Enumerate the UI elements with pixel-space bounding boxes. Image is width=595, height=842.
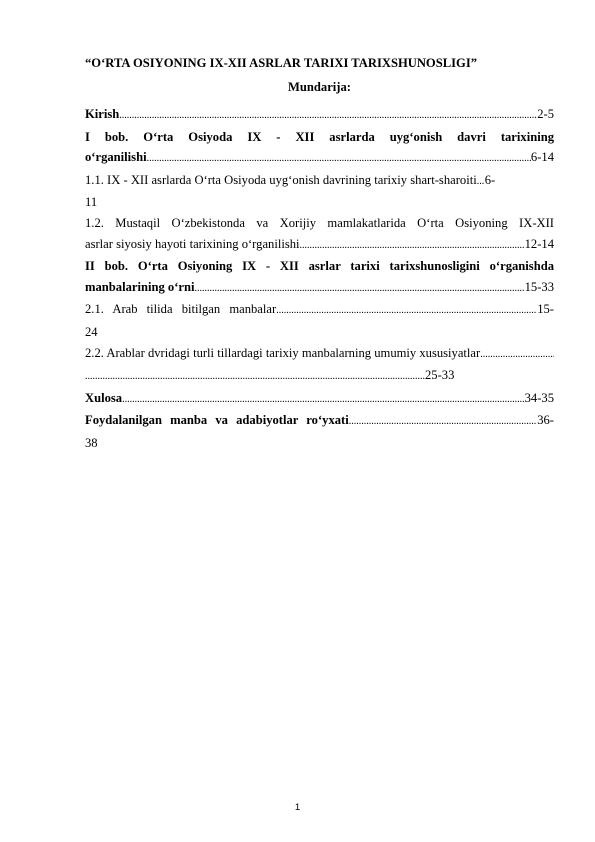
toc-page: 15-33 [524, 279, 554, 294]
leader-dots [300, 236, 525, 257]
leader-dots [119, 106, 537, 127]
toc-label: 2.1. Arab tilida bitilgan manbalar [85, 302, 277, 317]
leader-dots [480, 345, 554, 366]
toc-page: 15- [537, 302, 554, 317]
toc-label: Foydalanilgan manba va adabiyotlar ro‘yxati [85, 413, 349, 428]
toc-label: I bob. O‘rta Osiyoda IX - XII asrlarda uyg‘onish davri tarixining [85, 129, 554, 144]
toc-label: 1.1. IX - XII asrlarda O‘rta Osiyoda uyg‘onish davrining tarixiy shart-sharoiti [85, 172, 477, 187]
toc-page: 6- [484, 172, 496, 187]
leader-dots [195, 279, 525, 300]
toc-label: 2.2. Arablar dvridagi turli tillardagi tarixiy manbalarning umumiy xususiyatlar [85, 345, 481, 360]
toc-entry-1-2-line1: 1.2. Mustaqil O‘zbekistonda va Xorijiy mamlakatlarida O‘rta Osiyoning IX-XII [85, 215, 554, 230]
toc-label: Kirish [85, 107, 120, 121]
toc-entry-chapter-2-line1 [85, 256, 554, 277]
leader-dots [85, 367, 425, 388]
toc-entry-bibliography-line2: 38 [85, 435, 98, 450]
toc-heading: Mundarija: [288, 80, 351, 94]
toc-label: Xulosa [85, 390, 123, 405]
leader-dots [349, 412, 537, 433]
toc-label: asrlar siyosiy hayoti tarixining o‘rganilishi [85, 236, 300, 251]
toc-entry-chapter-1-line1 [85, 127, 554, 148]
toc-page: 12-14 [524, 236, 554, 251]
page-number: 1 [294, 802, 301, 813]
toc-page: 34-35 [524, 390, 554, 405]
document-title: “O‘RTA OSIYONING IX-XII ASRLAR TARIXI TARIXSHUNOSLIGI” [85, 56, 478, 70]
toc-page: 36- [537, 413, 554, 428]
leader-dots [122, 390, 525, 411]
toc-entry-bibliography-line1 [85, 410, 554, 433]
toc-entry-1-1-line2: 11 [85, 195, 98, 210]
toc-entry-2-2-line2 [85, 365, 554, 388]
toc-entry-kirish [85, 104, 554, 127]
toc-entry-1-2-line2 [85, 234, 554, 257]
toc-page: 6-14 [530, 150, 554, 165]
toc-page: 2-5 [537, 107, 554, 121]
toc-label: manbalarining o‘rni [85, 279, 195, 294]
toc-entry-2-2-line1 [85, 343, 554, 366]
toc-entry-xulosa [85, 388, 554, 411]
toc-label: II bob. O‘rta Osiyoning IX - XII asrlar tarixi tarixshunosligini o‘rganishda [85, 259, 554, 274]
toc-entry-2-1-line2: 24 [85, 324, 98, 339]
toc-entry-chapter-2-line2 [85, 277, 554, 300]
toc-entry-2-1-line1 [85, 299, 554, 322]
leader-dots [276, 301, 537, 322]
leader-dots [477, 172, 485, 193]
toc-entry-1-1-line1 [85, 170, 554, 193]
toc-label: o‘rganilishi [85, 150, 147, 165]
leader-dots [147, 149, 531, 170]
toc-page: 25-33 [425, 368, 455, 383]
toc-entry-chapter-1-line2 [85, 147, 554, 170]
table-of-contents [85, 104, 554, 454]
